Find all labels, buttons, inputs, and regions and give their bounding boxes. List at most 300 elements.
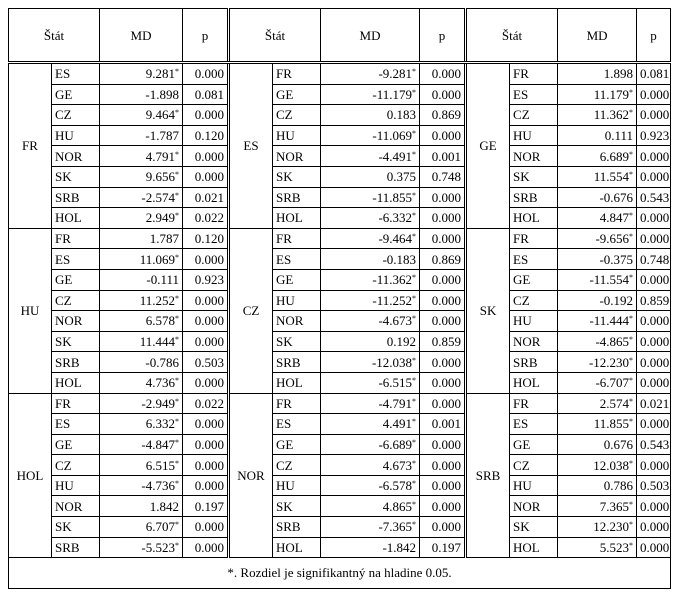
mean-difference-cell — [100, 290, 183, 311]
mean-difference-cell — [558, 311, 637, 332]
p-value-cell: 0.000 — [637, 84, 671, 105]
mean-difference-cell — [321, 372, 420, 393]
compared-state-cell: FR — [510, 63, 558, 85]
p-value-cell: 0.000 — [637, 269, 671, 290]
mean-difference-value: -4.847 — [141, 436, 176, 452]
compared-state-cell: FR — [510, 228, 558, 249]
mean-difference-value: -11.444 — [589, 313, 630, 329]
p-value-cell: 0.001 — [420, 414, 466, 435]
mean-difference-cell — [558, 290, 637, 311]
mean-difference-cell — [558, 166, 637, 187]
p-value-cell: 0.503 — [637, 475, 671, 496]
significance-marker: * — [629, 211, 634, 221]
mean-difference-cell — [558, 125, 637, 146]
p-value-cell: 0.000 — [420, 269, 466, 290]
mean-difference-value: 9.464 — [145, 107, 176, 123]
state-cell: HOL — [9, 393, 52, 558]
mean-difference-cell — [100, 311, 183, 332]
compared-state-cell: SK — [510, 517, 558, 538]
mean-difference-value: 4.673 — [382, 457, 413, 473]
p-value-cell: 0.000 — [637, 496, 671, 517]
mean-difference-value: -11.252 — [372, 292, 413, 308]
mean-difference-cell — [321, 434, 420, 455]
state-cell: SRB — [466, 393, 510, 558]
mean-difference-cell — [558, 84, 637, 105]
compared-state-cell: HU — [510, 475, 558, 496]
compared-state-cell: HOL — [510, 372, 558, 393]
mean-difference-value: -7.365 — [378, 519, 413, 535]
mean-difference-cell — [100, 393, 183, 414]
significance-marker: * — [175, 376, 180, 386]
p-value-cell: 0.081 — [637, 63, 671, 85]
header-p-3: p — [637, 9, 671, 63]
p-value-cell: 0.000 — [420, 517, 466, 538]
mean-difference-value: 0.111 — [604, 128, 634, 144]
compared-state-cell: NOR — [52, 496, 100, 517]
mean-difference-value: 7.365 — [599, 498, 630, 514]
significance-marker: * — [629, 273, 634, 283]
compared-state-cell: NOR — [52, 146, 100, 167]
compared-state-cell: CZ — [273, 105, 321, 126]
mean-difference-cell — [558, 331, 637, 352]
compared-state-cell: CZ — [510, 290, 558, 311]
compared-state-cell: FR — [273, 393, 321, 414]
mean-difference-value: -1.898 — [145, 86, 180, 102]
significance-marker: * — [629, 396, 634, 406]
mean-difference-cell — [321, 208, 420, 229]
compared-state-cell: ES — [273, 249, 321, 270]
mean-difference-cell — [558, 434, 637, 455]
significance-marker: * — [175, 520, 180, 530]
p-value-cell: 0.869 — [420, 105, 466, 126]
mean-difference-cell — [321, 496, 420, 517]
p-value-cell: 0.000 — [420, 125, 466, 146]
significance-marker: * — [412, 520, 417, 530]
mean-difference-value: -12.230 — [588, 354, 630, 370]
mean-difference-value: 4.847 — [599, 210, 630, 226]
compared-state-cell: FR — [273, 228, 321, 249]
mean-difference-value: -0.111 — [146, 272, 180, 288]
mean-difference-value: 9.281 — [145, 66, 176, 82]
p-value-cell: 0.543 — [637, 187, 671, 208]
significance-marker: * — [412, 129, 417, 139]
table-row — [9, 187, 671, 208]
compared-state-cell: HOL — [510, 208, 558, 229]
compared-state-cell: SRB — [510, 352, 558, 373]
p-value-cell: 0.197 — [420, 537, 466, 558]
table-row — [9, 414, 671, 435]
p-value-cell: 0.000 — [183, 434, 229, 455]
state-cell: GE — [466, 63, 510, 229]
p-value-cell: 0.000 — [183, 475, 229, 496]
mean-difference-value: 2.574 — [599, 395, 630, 411]
compared-state-cell: ES — [510, 414, 558, 435]
significance-marker: * — [629, 520, 634, 530]
significance-marker: * — [175, 67, 180, 77]
compared-state-cell: ES — [52, 249, 100, 270]
mean-difference-value: 11.252 — [139, 292, 176, 308]
mean-difference-cell — [558, 208, 637, 229]
p-value-cell: 0.000 — [637, 228, 671, 249]
p-value-cell: 0.120 — [183, 125, 229, 146]
compared-state-cell: NOR — [510, 496, 558, 517]
significance-marker: * — [412, 376, 417, 386]
mean-difference-value: -11.554 — [589, 272, 630, 288]
compared-state-cell: GE — [52, 269, 100, 290]
compared-state-cell: CZ — [52, 290, 100, 311]
p-value-cell: 0.000 — [420, 187, 466, 208]
p-value-cell: 0.000 — [183, 249, 229, 270]
mean-difference-cell — [558, 496, 637, 517]
compared-state-cell: GE — [52, 84, 100, 105]
p-value-cell: 0.000 — [183, 414, 229, 435]
significance-marker: * — [412, 314, 417, 324]
mean-difference-value: -1.842 — [382, 539, 417, 555]
compared-state-cell: GE — [510, 434, 558, 455]
table-header — [9, 9, 671, 63]
compared-state-cell: NOR — [273, 146, 321, 167]
p-value-cell: 0.000 — [183, 166, 229, 187]
compared-state-cell: SRB — [52, 537, 100, 558]
mean-difference-value: 0.183 — [386, 107, 417, 123]
table-row — [9, 228, 671, 249]
mean-difference-value: -4.791 — [378, 395, 413, 411]
mean-difference-value: -12.038 — [371, 354, 413, 370]
table-row — [9, 125, 671, 146]
mean-difference-value: -9.464 — [378, 231, 413, 247]
compared-state-cell: CZ — [273, 455, 321, 476]
significance-marker: * — [629, 458, 634, 468]
significance-marker: * — [412, 479, 417, 489]
p-value-cell: 0.000 — [637, 166, 671, 187]
mean-difference-cell — [100, 228, 183, 249]
table-row — [9, 393, 671, 414]
mean-difference-cell — [100, 517, 183, 538]
significance-marker: * — [175, 190, 180, 200]
significance-marker: * — [412, 87, 417, 97]
compared-state-cell: SRB — [52, 352, 100, 373]
p-value-cell: 0.000 — [420, 208, 466, 229]
p-value-cell: 0.000 — [637, 455, 671, 476]
significance-marker: * — [412, 273, 417, 283]
mean-difference-cell — [100, 496, 183, 517]
significance-marker: * — [175, 314, 180, 324]
significance-marker: * — [412, 293, 417, 303]
mean-difference-value: -11.362 — [372, 272, 413, 288]
significance-marker: * — [175, 396, 180, 406]
compared-state-cell: ES — [510, 84, 558, 105]
significance-marker: * — [412, 67, 417, 77]
compared-state-cell: CZ — [510, 105, 558, 126]
mean-difference-value: -6.689 — [378, 436, 413, 452]
compared-state-cell: HOL — [510, 537, 558, 558]
significance-marker: * — [629, 540, 634, 550]
mean-difference-cell — [321, 166, 420, 187]
compared-state-cell: SK — [510, 166, 558, 187]
compared-state-cell: NOR — [52, 311, 100, 332]
mean-difference-value: -6.332 — [378, 210, 413, 226]
p-value-cell: 0.859 — [420, 331, 466, 352]
mean-difference-cell — [558, 228, 637, 249]
table-row — [9, 496, 671, 517]
significance-marker: * — [629, 335, 634, 345]
significance-marker: * — [629, 170, 634, 180]
compared-state-cell: SRB — [52, 187, 100, 208]
p-value-cell: 0.000 — [420, 496, 466, 517]
significance-marker: * — [629, 108, 634, 118]
compared-state-cell: SK — [52, 166, 100, 187]
mean-difference-cell — [100, 84, 183, 105]
significance-marker: * — [412, 211, 417, 221]
p-value-cell: 0.503 — [183, 352, 229, 373]
compared-state-cell: SK — [52, 331, 100, 352]
p-value-cell: 0.000 — [420, 455, 466, 476]
p-value-cell: 0.000 — [637, 352, 671, 373]
mean-difference-cell — [100, 331, 183, 352]
p-value-cell: 0.022 — [183, 393, 229, 414]
p-value-cell: 0.197 — [183, 496, 229, 517]
significance-marker: * — [629, 232, 634, 242]
significance-marker: * — [629, 499, 634, 509]
compared-state-cell: CZ — [510, 455, 558, 476]
mean-difference-value: -4.491 — [378, 148, 413, 164]
mean-difference-cell — [100, 414, 183, 435]
compared-state-cell: NOR — [273, 311, 321, 332]
p-value-cell: 0.000 — [420, 311, 466, 332]
compared-state-cell: HOL — [52, 372, 100, 393]
compared-state-cell: ES — [52, 63, 100, 85]
header-md-2: MD — [321, 9, 420, 63]
table-row — [9, 311, 671, 332]
p-value-cell: 0.000 — [183, 146, 229, 167]
compared-state-cell: GE — [273, 84, 321, 105]
mean-difference-cell — [100, 166, 183, 187]
mean-difference-cell — [321, 311, 420, 332]
significance-marker: * — [175, 170, 180, 180]
mean-difference-cell — [558, 352, 637, 373]
header-p-2: p — [420, 9, 466, 63]
mean-difference-cell — [100, 475, 183, 496]
mean-difference-cell — [321, 352, 420, 373]
mean-difference-value: -9.656 — [595, 231, 630, 247]
mean-difference-cell — [321, 187, 420, 208]
p-value-cell: 0.869 — [420, 249, 466, 270]
compared-state-cell: NOR — [510, 331, 558, 352]
mean-difference-cell — [321, 105, 420, 126]
mean-difference-cell — [321, 331, 420, 352]
mean-difference-cell — [558, 393, 637, 414]
p-value-cell: 0.000 — [183, 537, 229, 558]
mean-difference-cell — [100, 372, 183, 393]
mean-difference-cell — [321, 249, 420, 270]
mean-difference-value: -4.865 — [595, 334, 630, 350]
table-row — [9, 249, 671, 270]
mean-difference-cell — [321, 290, 420, 311]
mean-difference-value: 6.578 — [145, 313, 176, 329]
mean-difference-value: -11.855 — [372, 189, 413, 205]
mean-difference-value: 0.375 — [386, 169, 417, 185]
mean-difference-cell — [321, 146, 420, 167]
p-value-cell: 0.923 — [637, 125, 671, 146]
mean-difference-value: -0.676 — [599, 189, 634, 205]
p-value-cell: 0.000 — [637, 311, 671, 332]
p-value-cell: 0.000 — [183, 63, 229, 85]
p-value-cell: 0.000 — [183, 290, 229, 311]
mean-difference-cell — [100, 537, 183, 558]
mean-difference-cell — [321, 414, 420, 435]
p-value-cell: 0.000 — [420, 434, 466, 455]
p-value-cell: 0.748 — [420, 166, 466, 187]
mean-difference-cell — [100, 187, 183, 208]
table-row — [9, 372, 671, 393]
p-value-cell: 0.923 — [183, 269, 229, 290]
mean-difference-value: -5.523 — [141, 539, 176, 555]
p-value-cell: 0.000 — [637, 208, 671, 229]
mean-difference-cell — [558, 187, 637, 208]
p-value-cell: 0.000 — [183, 372, 229, 393]
table-row — [9, 537, 671, 558]
mean-difference-cell — [321, 455, 420, 476]
header-md-1: MD — [100, 9, 183, 63]
mean-difference-value: -4.673 — [378, 313, 413, 329]
mean-difference-value: 12.038 — [593, 457, 630, 473]
mean-difference-value: 2.949 — [145, 210, 176, 226]
mean-difference-value: -2.949 — [141, 395, 176, 411]
mean-difference-value: 11.855 — [593, 416, 630, 432]
mean-difference-cell — [100, 125, 183, 146]
p-value-cell: 0.000 — [183, 517, 229, 538]
header-state-1: Štát — [9, 9, 100, 63]
mean-difference-cell — [558, 105, 637, 126]
compared-state-cell: HOL — [273, 372, 321, 393]
table-row — [9, 290, 671, 311]
significance-marker: * — [175, 479, 180, 489]
mean-difference-value: 1.898 — [603, 66, 634, 82]
table-row — [9, 166, 671, 187]
mean-difference-value: -6.515 — [378, 375, 413, 391]
table-body — [9, 63, 671, 558]
mean-difference-value: 6.689 — [599, 148, 630, 164]
significance-marker: * — [175, 458, 180, 468]
mean-difference-cell — [321, 269, 420, 290]
compared-state-cell: HU — [510, 125, 558, 146]
significance-marker: * — [412, 190, 417, 200]
mean-difference-cell — [100, 146, 183, 167]
compared-state-cell: SK — [273, 331, 321, 352]
compared-state-cell: CZ — [52, 105, 100, 126]
mean-difference-value: -11.179 — [372, 86, 413, 102]
header-state-3: Štát — [466, 9, 558, 63]
significance-marker: * — [412, 149, 417, 159]
header-state-2: Štát — [229, 9, 321, 63]
state-cell: NOR — [229, 393, 273, 558]
table-row — [9, 269, 671, 290]
compared-state-cell: CZ — [52, 455, 100, 476]
mean-difference-value: 1.842 — [149, 498, 180, 514]
p-value-cell: 0.000 — [637, 372, 671, 393]
significance-marker: * — [175, 211, 180, 221]
mean-difference-cell — [558, 537, 637, 558]
compared-state-cell: SRB — [510, 187, 558, 208]
state-cell: ES — [229, 63, 273, 229]
significance-marker: * — [629, 314, 634, 324]
compared-state-cell: HOL — [273, 537, 321, 558]
post-hoc-comparison-table — [8, 8, 671, 589]
compared-state-cell: SK — [273, 166, 321, 187]
significance-marker: * — [629, 149, 634, 159]
mean-difference-cell — [558, 269, 637, 290]
significance-marker: * — [175, 437, 180, 447]
significance-marker: * — [412, 458, 417, 468]
significance-marker: * — [629, 376, 634, 386]
mean-difference-cell — [100, 434, 183, 455]
compared-state-cell: HU — [273, 125, 321, 146]
compared-state-cell: SRB — [273, 517, 321, 538]
table-row — [9, 475, 671, 496]
compared-state-cell: ES — [273, 414, 321, 435]
mean-difference-cell — [558, 146, 637, 167]
mean-difference-value: -4.736 — [141, 478, 176, 494]
mean-difference-value: 5.523 — [599, 539, 630, 555]
mean-difference-cell — [321, 537, 420, 558]
mean-difference-value: 12.230 — [593, 519, 630, 535]
mean-difference-value: 6.707 — [145, 519, 176, 535]
significance-marker: * — [175, 252, 180, 262]
mean-difference-value: -6.578 — [378, 478, 413, 494]
p-value-cell: 0.021 — [637, 393, 671, 414]
mean-difference-value: -0.375 — [599, 251, 634, 267]
p-value-cell: 0.000 — [183, 105, 229, 126]
mean-difference-value: 11.362 — [593, 107, 630, 123]
table-row — [9, 517, 671, 538]
p-value-cell: 0.001 — [420, 146, 466, 167]
p-value-cell: 0.000 — [637, 517, 671, 538]
p-value-cell: 0.000 — [420, 84, 466, 105]
p-value-cell: 0.000 — [420, 352, 466, 373]
p-value-cell: 0.000 — [637, 146, 671, 167]
compared-state-cell: SRB — [273, 352, 321, 373]
mean-difference-value: 4.791 — [145, 148, 176, 164]
compared-state-cell: HOL — [52, 208, 100, 229]
table-row — [9, 84, 671, 105]
table-row — [9, 455, 671, 476]
mean-difference-value: 4.491 — [382, 416, 413, 432]
footnote: *. Rozdiel je signifikantný na hladine 0.05. — [9, 558, 671, 589]
mean-difference-value: -0.786 — [145, 354, 180, 370]
mean-difference-value: 0.786 — [603, 478, 634, 494]
significance-marker: * — [175, 149, 180, 159]
p-value-cell: 0.748 — [637, 249, 671, 270]
compared-state-cell: ES — [510, 249, 558, 270]
header-md-3: MD — [558, 9, 637, 63]
p-value-cell: 0.000 — [637, 105, 671, 126]
p-value-cell: 0.000 — [637, 331, 671, 352]
p-value-cell: 0.543 — [637, 434, 671, 455]
compared-state-cell: HU — [273, 475, 321, 496]
significance-marker: * — [175, 540, 180, 550]
p-value-cell: 0.120 — [183, 228, 229, 249]
mean-difference-cell — [558, 517, 637, 538]
mean-difference-cell — [100, 105, 183, 126]
mean-difference-cell — [100, 352, 183, 373]
mean-difference-value: 4.865 — [382, 498, 413, 514]
p-value-cell: 0.000 — [183, 455, 229, 476]
table-row — [9, 352, 671, 373]
mean-difference-value: 11.069 — [139, 251, 176, 267]
table-row — [9, 208, 671, 229]
mean-difference-value: -0.183 — [382, 251, 417, 267]
mean-difference-cell — [321, 517, 420, 538]
